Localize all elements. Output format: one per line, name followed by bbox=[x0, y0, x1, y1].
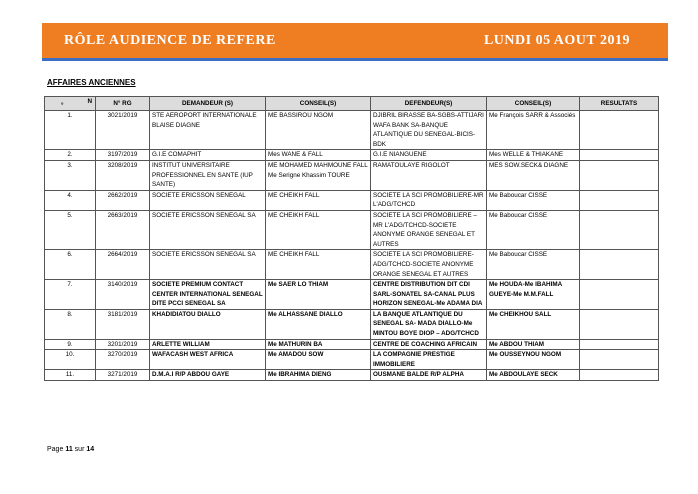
case-conseil-defendeur: Me Baboucar CISSE bbox=[487, 210, 580, 249]
case-defendeur: SOCIETE LA SCI PROMOBILIERE-ADG/TCHCD-SOCIETE ANONYME ORANGE SENEGAL ET AUTRES bbox=[371, 250, 487, 280]
case-defendeur: OUSMANE BALDE R/P ALPHA bbox=[371, 370, 487, 381]
case-resultat bbox=[580, 339, 659, 350]
case-resultat bbox=[580, 160, 659, 190]
case-rg: 3140/2019 bbox=[96, 280, 150, 310]
case-conseil-defendeur: MES SOW.SECK& DIAGNE bbox=[487, 160, 580, 190]
case-demandeur: SOCIETE ERICSSON SENEGAL bbox=[150, 190, 266, 210]
case-number: 5. bbox=[45, 210, 96, 249]
case-conseil-defendeur: Me HOUDA-Me IBAHIMA GUEYE-Me M.M.FALL bbox=[487, 280, 580, 310]
case-rg: 3197/2019 bbox=[96, 150, 150, 161]
table-header-row bbox=[45, 97, 659, 111]
table-row bbox=[45, 150, 659, 161]
case-demandeur: SOCIETE ERICSSON SENEGAL SA bbox=[150, 210, 266, 249]
case-conseil-defendeur: Me OUSSEYNOU NGOM bbox=[487, 350, 580, 370]
header-demandeur: DEMANDEUR (S) bbox=[150, 97, 266, 111]
cases-table bbox=[44, 96, 659, 381]
case-number: 2. bbox=[45, 150, 96, 161]
case-conseil: Me IBRAHIMA DIENG bbox=[266, 370, 371, 381]
case-resultat bbox=[580, 250, 659, 280]
case-resultat bbox=[580, 111, 659, 150]
case-conseil: Me ALHASSANE DIALLO bbox=[266, 309, 371, 339]
table-row bbox=[45, 160, 659, 190]
case-demandeur: SOCIETE ERICSSON SENEGAL SA bbox=[150, 250, 266, 280]
case-demandeur: D.M.A.I R/P ABDOU GAYE bbox=[150, 370, 266, 381]
case-defendeur: LA BANQUE ATLANTIQUE DU SENEGAL SA- MADA DIALLO-Me MINTOU BOYE DIOP – ADG/TCHCD bbox=[371, 309, 487, 339]
header-conseil: CONSEIL(S) bbox=[266, 97, 371, 111]
case-conseil: ME BASSIROU NGOM bbox=[266, 111, 371, 150]
header-resultats: RESULTATS bbox=[580, 97, 659, 111]
case-number: 10. bbox=[45, 350, 96, 370]
case-conseil: Me SAER LO THIAM bbox=[266, 280, 371, 310]
case-conseil-defendeur: Mes WELLE & THIAKANE bbox=[487, 150, 580, 161]
case-rg: 3270/2019 bbox=[96, 350, 150, 370]
case-demandeur: WAFACASH WEST AFRICA bbox=[150, 350, 266, 370]
table-row bbox=[45, 190, 659, 210]
case-defendeur: RAMATOULAYE RIGOLOT bbox=[371, 160, 487, 190]
case-conseil-defendeur: Me ABDOU THIAM bbox=[487, 339, 580, 350]
case-conseil: ME CHEIKH FALL bbox=[266, 190, 371, 210]
table-row bbox=[45, 350, 659, 370]
case-conseil: ME MOHAMED MAHMOUNE FALL Me Serigne Khassim TOURE bbox=[266, 160, 371, 190]
case-demandeur: STE AEROPORT INTERNATIONALE BLAISE DIAGNE bbox=[150, 111, 266, 150]
header-defendeur: DEFENDEUR(S) bbox=[371, 97, 487, 111]
hearing-date: LUNDI 05 AOUT 2019 bbox=[483, 33, 630, 48]
case-rg: 3021/2019 bbox=[96, 111, 150, 150]
case-resultat bbox=[580, 210, 659, 249]
case-conseil: ME CHEIKH FALL bbox=[266, 210, 371, 249]
page-total: 14 bbox=[86, 446, 95, 453]
case-resultat bbox=[580, 370, 659, 381]
case-demandeur: KHADIDIATOU DIALLO bbox=[150, 309, 266, 339]
case-defendeur: LA COMPAGNIE PRESTIGE IMMOBILIERE bbox=[371, 350, 487, 370]
case-number: 11. bbox=[45, 370, 96, 381]
table-row bbox=[45, 309, 659, 339]
case-number: 1. bbox=[45, 111, 96, 150]
case-number: 8. bbox=[45, 309, 96, 339]
case-defendeur: SOCIETE LA SCI PROMOBILIERE – MR L'ADG/TCHCD-SOCIETE ANONYME ORANGE SENEGAL ET AUTRES bbox=[371, 210, 487, 249]
header-banner bbox=[42, 23, 668, 61]
case-defendeur: DJIBRIL BIRASSE BA-SGBS-ATTIJARI WAFA BANK SA-BANQUE ATLANTIQUE DU SENEGAL-BICIS-BDK bbox=[371, 111, 487, 150]
table-row bbox=[45, 370, 659, 381]
case-conseil: Mes WANE & FALL bbox=[266, 150, 371, 161]
case-rg: 3201/2019 bbox=[96, 339, 150, 350]
case-resultat bbox=[580, 150, 659, 161]
section-title: AFFAIRES ANCIENNES bbox=[47, 78, 136, 87]
case-conseil-defendeur: Me CHEIKHOU SALL bbox=[487, 309, 580, 339]
case-resultat bbox=[580, 309, 659, 339]
table-row bbox=[45, 250, 659, 280]
document-title: RÔLE AUDIENCE DE REFERE bbox=[64, 33, 276, 48]
case-demandeur: SOCIETE PREMIUM CONTACT CENTER INTERNATIONAL SENEGAL DITE PCCI SENEGAL SA bbox=[150, 280, 266, 310]
case-rg: 2663/2019 bbox=[96, 210, 150, 249]
page-footer: Page 11 sur 14 bbox=[47, 446, 95, 453]
case-resultat bbox=[580, 280, 659, 310]
header-conseil-defendeur: CONSEIL(S) bbox=[487, 97, 580, 111]
case-defendeur: CENTRE DE COACHING AFRICAIN bbox=[371, 339, 487, 350]
header-n: N ° bbox=[45, 97, 96, 111]
case-number: 7. bbox=[45, 280, 96, 310]
case-conseil-defendeur: Me Baboucar CISSE bbox=[487, 250, 580, 280]
case-number: 9. bbox=[45, 339, 96, 350]
table-row bbox=[45, 339, 659, 350]
case-number: 4. bbox=[45, 190, 96, 210]
case-conseil: Me AMADOU SOW bbox=[266, 350, 371, 370]
case-conseil: Me MATHURIN BA bbox=[266, 339, 371, 350]
case-defendeur: CENTRE DISTRIBUTION DIT CDI SARL-SONATEL SA-CANAL PLUS HORIZON SENEGAL-Me ADAMA DIA bbox=[371, 280, 487, 310]
case-number: 3. bbox=[45, 160, 96, 190]
case-rg: 3181/2019 bbox=[96, 309, 150, 339]
case-number: 6. bbox=[45, 250, 96, 280]
table-row bbox=[45, 210, 659, 249]
case-conseil: ME CHEIKH FALL bbox=[266, 250, 371, 280]
case-rg: 2664/2019 bbox=[96, 250, 150, 280]
case-conseil-defendeur: Me ABDOULAYE SECK bbox=[487, 370, 580, 381]
case-conseil-defendeur: Me François SARR & Associés bbox=[487, 111, 580, 150]
case-defendeur: G.I.E NIANGUENE bbox=[371, 150, 487, 161]
case-demandeur: G.I.E COMAPHIT bbox=[150, 150, 266, 161]
case-rg: 2662/2019 bbox=[96, 190, 150, 210]
case-resultat bbox=[580, 350, 659, 370]
case-conseil-defendeur: Me Baboucar CISSE bbox=[487, 190, 580, 210]
header-rg: N° RG bbox=[96, 97, 150, 111]
table-row bbox=[45, 280, 659, 310]
case-resultat bbox=[580, 190, 659, 210]
case-demandeur: ARLETTE WILLIAM bbox=[150, 339, 266, 350]
table-row bbox=[45, 111, 659, 150]
case-rg: 3208/2019 bbox=[96, 160, 150, 190]
case-defendeur: SOCIETE LA SCI PROMOBILIERE-MR L'ADG/TCHCD bbox=[371, 190, 487, 210]
page-number: 11 bbox=[65, 446, 73, 453]
case-demandeur: INSTITUT UNIVERSITAIRE PROFESSIONNEL EN SANTE (IUP SANTE) bbox=[150, 160, 266, 190]
case-rg: 3271/2019 bbox=[96, 370, 150, 381]
